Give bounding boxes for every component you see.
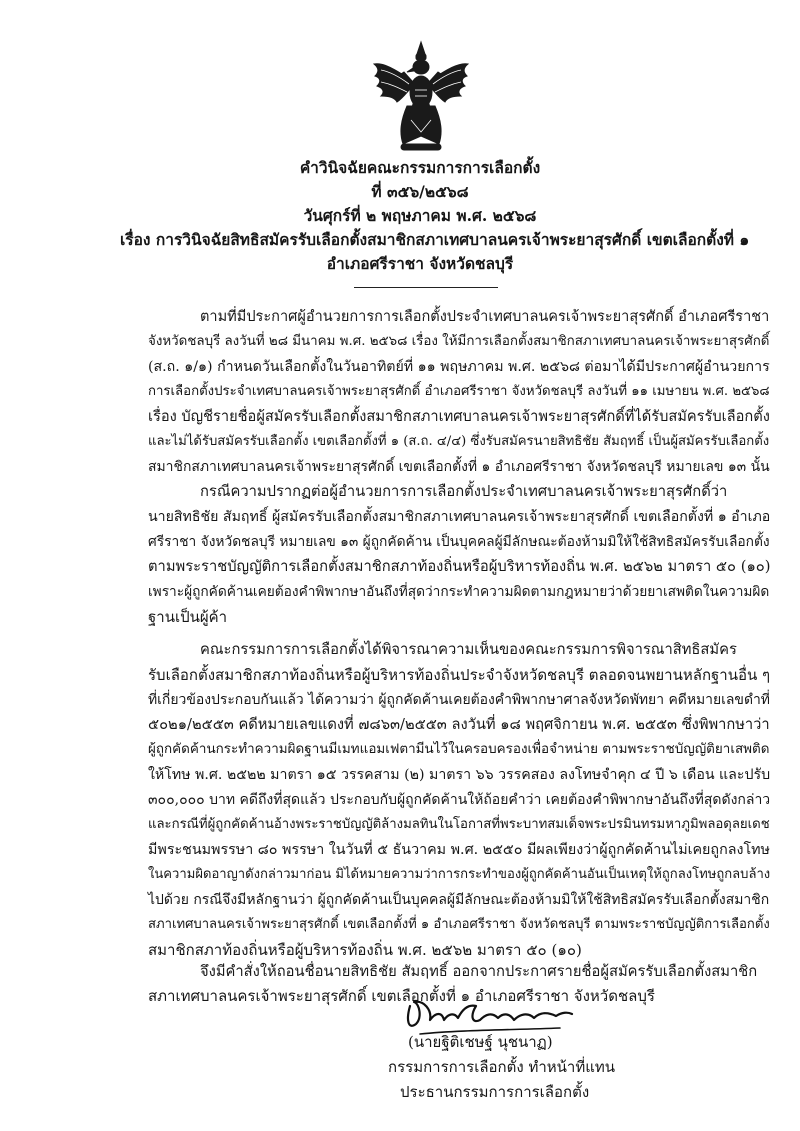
body-line: จังหวัดชลบุรี ลงวันที่ ๒๘ มีนาคม พ.ศ. ๒๕๖๘ เรื่อง ให้มีการเลือกตั้งสมาชิกสภาเทศบาลนครเจ้าพระยาสุรศักดิ์: [148, 334, 770, 349]
body-line: ฐานเป็นผู้ค้า: [148, 608, 228, 626]
body-line: รับเลือกตั้งสมาชิกสภาท้องถิ่นหรือผู้บริหารท้องถิ่นประจำจังหวัดชลบุรี ตลอดจนพยานหลักฐานอื่น ๆ: [148, 666, 771, 684]
signer-name: (นายฐิติเชษฐ์ นุชนาฏ): [408, 1033, 553, 1051]
body-line: สมาชิกสภาเทศบาลนครเจ้าพระยาสุรศักดิ์ เขตเลือกตั้งที่ ๑ อำเภอศรีราชา จังหวัดชลบุรี หมายเลข ๑๓ นั้น: [148, 459, 770, 475]
body-line: สภาเทศบาลนครเจ้าพระยาสุรศักดิ์ เขตเลือกตั้งที่ ๑ อำเภอศรีราชา จังหวัดชลบุรี ตามพระราชบัญญัติการเลือกตั้ง: [148, 917, 770, 932]
body-line: ตามพระราชบัญญัติการเลือกตั้งสมาชิกสภาท้องถิ่นหรือผู้บริหารท้องถิ่น พ.ศ. ๒๕๖๒ มาตรา ๕๐ (๑๐): [148, 558, 771, 575]
document-date: วันศุกร์ที่ ๒ พฤษภาคม พ.ศ. ๒๕๖๘: [303, 206, 537, 225]
document-subject-line1: เรื่อง การวินิจฉัยสิทธิสมัครรับเลือกตั้งสมาชิกสภาเทศบาลนครเจ้าพระยาสุรศักดิ์ เขตเลือกตั้งที่ ๑: [120, 230, 750, 249]
signer-position-line2: ประธานกรรมการการเลือกตั้ง: [400, 1083, 590, 1101]
body-line: ๕๐๒๑/๒๕๕๓ คดีหมายเลขแดงที่ ๗๘๖๓/๒๕๕๓ ลงวันที่ ๑๘ พฤศจิกายน พ.ศ. ๒๕๕๓ ซึ่งพิพากษาว่า: [148, 716, 770, 733]
body-line: (ส.ถ. ๑/๑) กำหนดวันเลือกตั้งในวันอาทิตย์ที่ ๑๑ พฤษภาคม พ.ศ. ๒๕๖๘ ต่อมาได้มีประกาศผู้อำนวยการ: [148, 359, 770, 375]
body-line: จึงมีคำสั่งให้ถอนชื่อนายสิทธิชัย สัมฤทธิ์ ออกจากประกาศรายชื่อผู้สมัครรับเลือกตั้งสมาชิก: [200, 963, 758, 980]
document-number: ที่ ๓๕๖/๒๕๖๘: [371, 182, 469, 201]
document-title: คำวินิจฉัยคณะกรรมการการเลือกตั้ง: [299, 158, 541, 177]
signer-position-line1: กรรมการการเลือกตั้ง ทำหน้าที่แทน: [388, 1058, 616, 1076]
document-subject-line2: อำเภอศรีราชา จังหวัดชลบุรี: [326, 254, 514, 273]
body-line: ตามที่มีประกาศผู้อำนวยการการเลือกตั้งประจำเทศบาลนครเจ้าพระยาสุรศักดิ์ อำเภอศรีราชา: [200, 309, 770, 325]
body-line: เพราะผู้ถูกคัดค้านเคยต้องคำพิพากษาอันถึงที่สุดว่ากระทำความผิดตามกฎหมายว่าด้วยยาเสพติดในความผิด: [148, 584, 770, 600]
body-line: ๓๐๐,๐๐๐ บาท คดีถึงที่สุดแล้ว ประกอบกับผู้ถูกคัดค้านให้ถ้อยคำว่า เคยต้องคำพิพากษาอันถึงที่สุดดังกล่าว: [148, 792, 771, 808]
body-line: และไม่ได้รับสมัครรับเลือกตั้ง เขตเลือกตั้งที่ ๑ (ส.ถ. ๔/๔) ซึ่งรับสมัครนายสิทธิชัย สัมฤทธิ์ เป็นผู้สมัครรับเลือกตั้ง: [148, 434, 770, 449]
body-line: การเลือกตั้งประจำเทศบาลนครเจ้าพระยาสุรศักดิ์ อำเภอศรีราชา จังหวัดชลบุรี ลงวันที่ ๑๑ เมษายน พ.ศ. ๒๕๖๘: [148, 384, 770, 399]
garuda-emblem-icon: [371, 40, 471, 154]
body-line: เรื่อง บัญชีรายชื่อผู้สมัครรับเลือกตั้งสมาชิกสภาเทศบาลนครเจ้าพระยาสุรศักดิ์ที่ได้รับสมัครรับเลือกตั้ง: [148, 408, 770, 425]
body-line: ในความผิดอาญาดังกล่าวมาก่อน มิได้หมายความว่าการกระทำของผู้ถูกคัดค้านอันเป็นเหตุให้ถูกลงโทษถูกลบล้าง: [148, 867, 771, 882]
body-line: มีพระชนมพรรษา ๘๐ พรรษา ในวันที่ ๕ ธันวาคม พ.ศ. ๒๕๕๐ มีผลเพียงว่าผู้ถูกคัดค้านไม่เคยถูกลงโทษ: [148, 842, 770, 858]
body-line: กรณีความปรากฏต่อผู้อำนวยการการเลือกตั้งประจำเทศบาลนครเจ้าพระยาสุรศักดิ์ว่า: [200, 483, 728, 500]
body-line: ศรีราชา จังหวัดชลบุรี หมายเลข ๑๓ ผู้ถูกคัดค้าน เป็นบุคคลผู้มีลักษณะต้องห้ามมิให้ใช้สิทธิสมัครรับเลือกตั้ง: [148, 534, 770, 550]
body-line: ผู้ถูกคัดค้านกระทำความผิดฐานมีเมทแอมเฟตามีนไว้ในครอบครองเพื่อจำหน่าย ตามพระราชบัญญัติยาเสพติด: [148, 742, 770, 757]
body-line: สภาเทศบาลนครเจ้าพระยาสุรศักดิ์ เขตเลือกตั้งที่ ๑ อำเภอศรีราชา จังหวัดชลบุรี: [148, 987, 655, 1005]
body-line: นายสิทธิชัย สัมฤทธิ์ ผู้สมัครรับเลือกตั้งสมาชิกสภาเทศบาลนครเจ้าพระยาสุรศักดิ์ เขตเลือกตั้งที่ ๑ อำเภอ: [148, 509, 771, 525]
body-line: คณะกรรมการการเลือกตั้งได้พิจารณาความเห็นของคณะกรรมการพิจารณาสิทธิสมัคร: [200, 641, 737, 658]
body-line: ไปด้วย กรณีจึงมีหลักฐานว่า ผู้ถูกคัดค้านเป็นบุคคลผู้มีลักษณะต้องห้ามมิให้ใช้สิทธิสมัครรับเลือกตั้งสมาชิก: [148, 892, 770, 908]
body-line: และกรณีที่ผู้ถูกคัดค้านอ้างพระราชบัญญัติล้างมลทินในโอกาสที่พระบาทสมเด็จพระปรมินทรมหาภูมิพลอดุลยเดช: [148, 817, 770, 832]
header-divider: [354, 287, 498, 288]
body-line: ที่เกี่ยวข้องประกอบกันแล้ว ได้ความว่า ผู้ถูกคัดค้านเคยต้องคำพิพากษาศาลจังหวัดพัทยา คดีหมายเลขดำที่: [148, 692, 770, 708]
body-line: ให้โทษ พ.ศ. ๒๕๒๒ มาตรา ๑๕ วรรคสาม (๒) มาตรา ๖๖ วรรคสอง ลงโทษจำคุก ๔ ปี ๖ เดือน และปรับ: [148, 767, 771, 783]
body-line: สมาชิกสภาท้องถิ่นหรือผู้บริหารท้องถิ่น พ.ศ. ๒๕๖๒ มาตรา ๕๐ (๑๐): [148, 941, 582, 959]
